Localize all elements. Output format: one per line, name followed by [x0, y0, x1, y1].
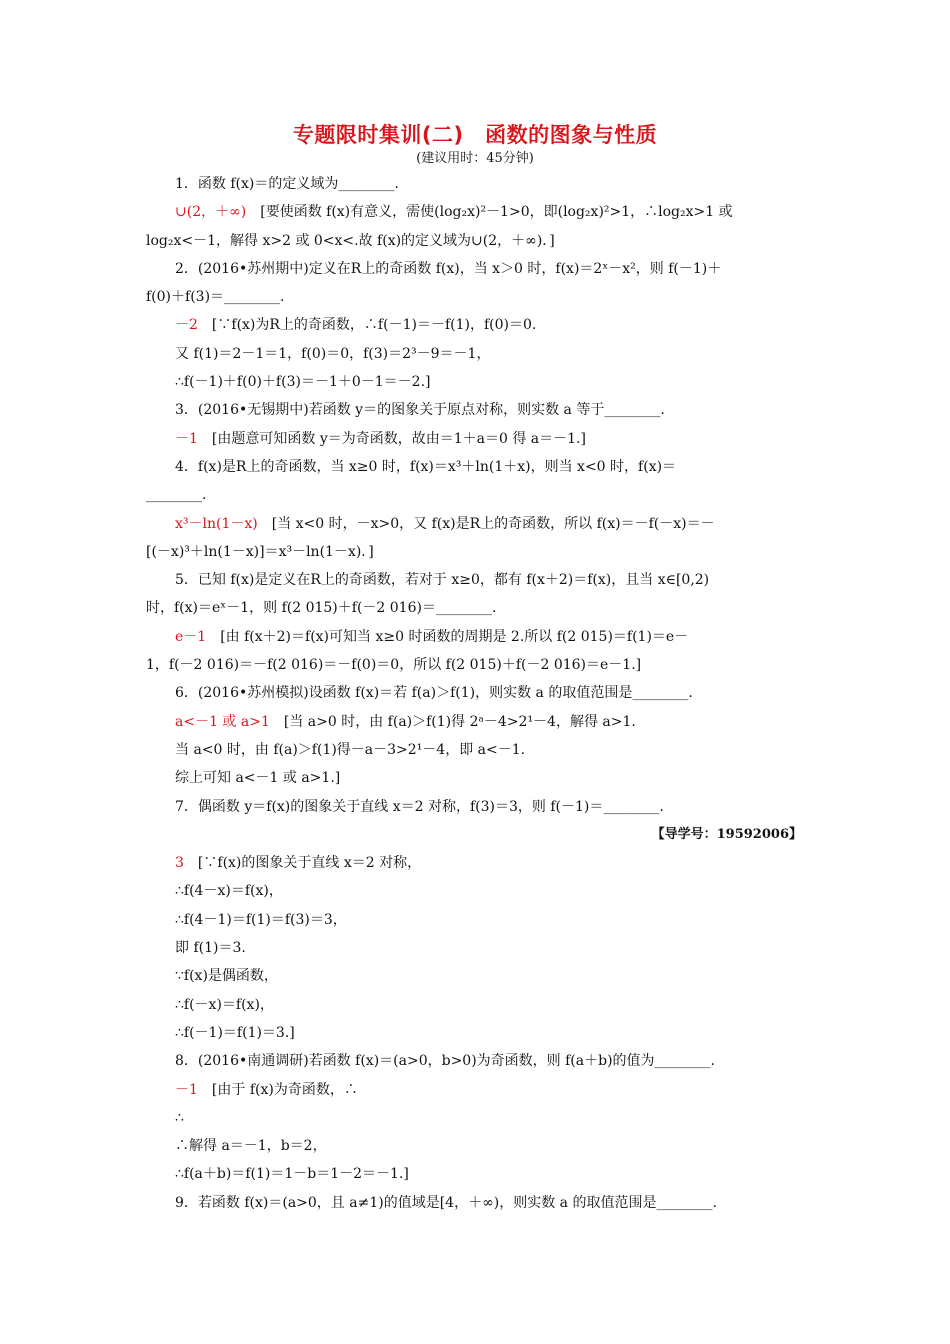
text-line	[146, 849, 806, 877]
text-line	[146, 1189, 806, 1217]
text-line	[146, 481, 806, 509]
answer-text: －2	[175, 317, 198, 334]
text-line	[146, 906, 806, 934]
text-line	[146, 368, 806, 396]
line-text: 【导学号：19592006】	[651, 826, 802, 842]
line-text: 4．f(x)是R上的奇函数，当 x≥0 时，f(x)＝x³＋ln(1＋x)，则当 x<0 时，f(x)＝	[175, 458, 677, 475]
text-line	[146, 538, 806, 566]
line-text: ∴f(4－x)＝f(x)，	[175, 883, 283, 900]
line-text: 综上可知 a<－1 或 a>1.]	[175, 770, 341, 787]
line-text: ∴f(－x)＝f(x)，	[175, 996, 274, 1013]
line-text: [由 f(x＋2)＝f(x)可知当 x≥0 时函数的周期是 2.所以 f(2 015)＝f(1)＝e－	[206, 628, 689, 645]
text-line	[146, 425, 806, 453]
answer-text: －1	[175, 1081, 198, 1098]
answer-text: ∪(2，＋∞)	[175, 204, 247, 221]
text-line	[146, 623, 806, 651]
page-subtitle: (建议用时：45分钟)	[416, 151, 534, 166]
text-line	[146, 340, 806, 368]
line-text: 即 f(1)＝3.	[175, 940, 246, 957]
page-title: 专题限时集训(二) 函数的图象与性质	[292, 123, 658, 147]
line-text: 7．偶函数 y＝f(x)的图象关于直线 x＝2 对称，f(3)＝3，则 f(－1)＝________.	[175, 798, 664, 815]
line-text: ∴f(－1)＝f(1)＝3.]	[175, 1024, 295, 1041]
line-text: [当 a>0 时，由 f(a)＞f(1)得 2ᵃ－4>2¹－4，解得 a>1.	[269, 713, 636, 730]
text-line	[146, 991, 806, 1019]
text-line	[146, 708, 806, 736]
line-text: 9．若函数 f(x)＝(a>0，且 a≠1)的值域是[4，＋∞)，则实数 a 的取值范围是________.	[175, 1194, 717, 1211]
line-text: ∴f(－1)＋f(0)＋f(3)＝－1＋0－1＝－2.]	[175, 374, 431, 391]
text-line	[146, 934, 806, 962]
text-line	[146, 1160, 806, 1188]
text-line	[146, 311, 806, 339]
text-line	[146, 962, 806, 990]
line-text: ∴f(4－1)＝f(1)＝f(3)＝3，	[175, 911, 347, 928]
line-text: 2．(2016•苏州期中)定义在R上的奇函数 f(x)，当 x＞0 时，f(x)＝2ˣ－x²，则 f(－1)＋	[175, 260, 722, 277]
line-text: ∴	[175, 1109, 184, 1126]
text-line	[146, 1047, 806, 1075]
answer-text: －1	[175, 430, 198, 447]
text-line	[146, 1019, 806, 1047]
text-line	[146, 764, 806, 792]
line-text: [当 x<0 时，－x>0，又 f(x)是R上的奇函数，所以 f(x)＝－f(－x)＝－	[257, 515, 715, 532]
text-line	[146, 594, 806, 622]
text-line	[146, 821, 806, 849]
line-text: f(0)＋f(3)＝________.	[146, 289, 285, 306]
text-line	[146, 566, 806, 594]
text-line	[146, 510, 806, 538]
answer-text: e－1	[175, 628, 207, 645]
line-text: 又 f(1)＝2－1＝1，f(0)＝0，f(3)＝2³－9＝－1，	[175, 345, 491, 362]
line-text: [∵f(x)的图象关于直线 x＝2 对称，	[183, 855, 422, 872]
line-text: 时，f(x)＝eˣ－1，则 f(2 015)＋f(－2 016)＝________.	[146, 600, 497, 617]
text-line	[146, 1076, 806, 1104]
line-text: ∴f(a＋b)＝f(1)＝1－b＝1－2＝－1.]	[175, 1166, 409, 1183]
text-line	[146, 679, 806, 707]
text-line	[146, 793, 806, 821]
line-text: 6．(2016•苏州模拟)设函数 f(x)＝若 f(a)＞f(1)，则实数 a 的取值范围是________.	[175, 685, 693, 702]
text-line	[146, 255, 806, 283]
line-text: [∵f(x)为R上的奇函数，∴f(－1)＝－f(1)，f(0)＝0.	[197, 317, 537, 334]
line-text: 1．函数 f(x)＝的定义域为________.	[175, 176, 399, 192]
line-text: 3．(2016•无锡期中)若函数 y＝的图象关于原点对称，则实数 a 等于________.	[175, 402, 665, 419]
line-text: [(－x)³＋ln(1－x)]＝x³－ln(1－x)．]	[146, 543, 374, 560]
document-body	[146, 170, 806, 1217]
text-line	[146, 736, 806, 764]
text-line	[146, 1104, 806, 1132]
text-line	[146, 1132, 806, 1160]
line-text: [要使函数 f(x)有意义，需使(log₂x)²－1>0，即(log₂x)²>1，∴log₂x>1 或	[246, 204, 733, 221]
text-line	[146, 877, 806, 905]
line-text: 5．已知 f(x)是定义在R上的奇函数，若对于 x≥0，都有 f(x＋2)＝f(x)，且当 x∈[0,2)	[175, 572, 710, 589]
text-line	[146, 170, 806, 198]
line-text: log₂x<－1，解得 x>2 或 0<x<.故 f(x)的定义域为∪(2，＋∞)．]	[146, 232, 555, 249]
text-line	[146, 651, 806, 679]
answer-text: 3	[175, 855, 184, 872]
text-line	[146, 227, 806, 255]
answer-text: a<－1 或 a>1	[175, 713, 270, 730]
text-line	[146, 396, 806, 424]
line-text: [由于 f(x)为奇函数，∴	[197, 1081, 358, 1098]
line-text: 1，f(－2 016)＝－f(2 016)＝－f(0)＝0，所以 f(2 015)＋f(－2 016)＝e－1.]	[146, 657, 642, 674]
line-text: 当 a<0 时，由 f(a)＞f(1)得－a－3>2¹－4，即 a<－1.	[175, 741, 526, 758]
text-line	[146, 283, 806, 311]
answer-text: x³－ln(1－x)	[175, 515, 258, 532]
line-text: [由题意可知函数 y＝为奇函数，故由＝1＋a＝0 得 a＝－1.]	[197, 430, 586, 447]
line-text: ∵f(x)是偶函数，	[175, 968, 278, 985]
text-line	[146, 198, 806, 226]
line-text: ∴解得 a＝－1，b＝2，	[175, 1138, 327, 1155]
text-line	[146, 453, 806, 481]
line-text: 8．(2016•南通调研)若函数 f(x)＝(a>0，b>0)为奇函数，则 f(a＋b)的值为________.	[175, 1053, 715, 1070]
line-text: ________.	[146, 487, 207, 504]
